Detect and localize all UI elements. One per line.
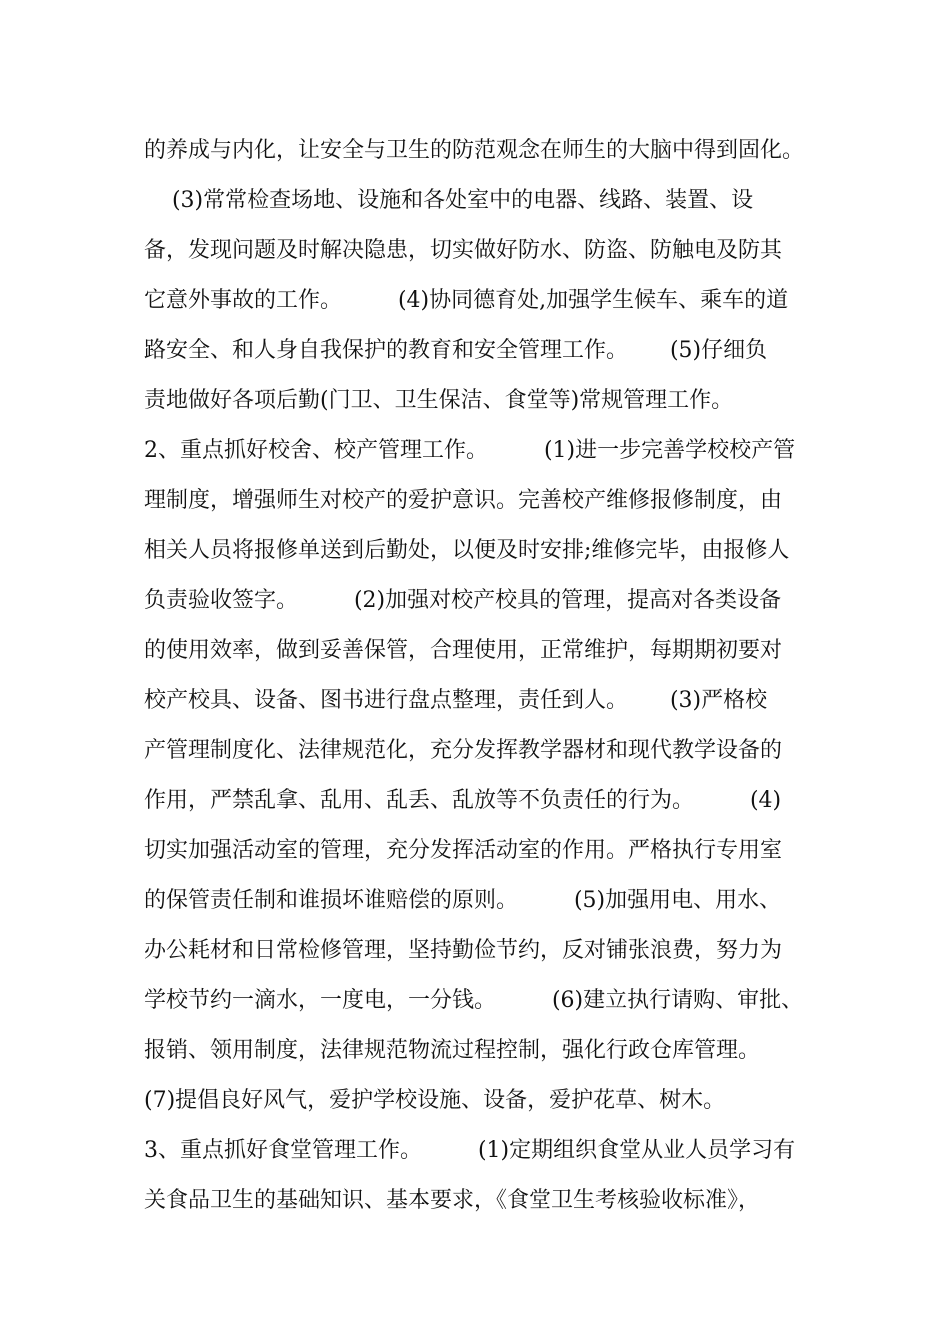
- text-line-15: 切实加强活动室的管理，充分发挥活动室的作用。严格执行专用室: [144, 838, 783, 863]
- text-line-16: 的保管责任制和谁损坏谁赔偿的原则。 (5)加强用电、用水、: [144, 888, 782, 913]
- text-line-21: 3、重点抓好食堂管理工作。 (1)定期组织食堂从业人员学习有: [144, 1138, 796, 1163]
- text-line-2: (3)常常检查场地、设施和各处室中的电器、线路、装置、设: [144, 188, 754, 213]
- text-line-5: 路安全、和人身自我保护的教育和安全管理工作。 (5)仔细负: [144, 338, 768, 363]
- text-line-1: 的养成与内化，让安全与卫生的防范观念在师生的大脑中得到固化。: [144, 138, 805, 163]
- text-line-19: 报销、领用制度，法律规范物流过程控制，强化行政仓库管理。: [144, 1038, 761, 1063]
- body-text: [144, 126, 844, 1226]
- text-line-18: 学校节约一滴水，一度电，一分钱。 (6)建立执行请购、审批、: [144, 988, 804, 1013]
- text-line-20: (7)提倡良好风气，爱护学校设施、设备，爱护花草、树木。: [144, 1088, 726, 1113]
- text-line-7: 2、重点抓好校舍、校产管理工作。 (1)进一步完善学校校产管: [144, 438, 796, 463]
- text-line-4: 它意外事故的工作。 (4)协同德育处,加强学生候车、乘车的道: [144, 288, 789, 313]
- text-line-14: 作用，严禁乱拿、乱用、乱丢、乱放等不负责任的行为。 (4): [144, 788, 782, 813]
- text-line-11: 的使用效率，做到妥善保管，合理使用，正常维护，每期期初要对: [144, 638, 783, 663]
- text-line-17: 办公耗材和日常检修管理，坚持勤俭节约，反对铺张浪费，努力为: [144, 938, 783, 963]
- text-line-6: 责地做好各项后勤(门卫、卫生保洁、食堂等)常规管理工作。: [144, 388, 734, 413]
- text-line-22: 关食品卫生的基础知识、基本要求，《食堂卫生考核验收标准》，: [144, 1188, 761, 1213]
- text-line-13: 产管理制度化、法律规范化，充分发挥教学器材和现代教学设备的: [144, 738, 783, 763]
- text-line-3: 备，发现问题及时解决隐患，切实做好防水、防盗、防触电及防其: [144, 238, 783, 263]
- text-line-12: 校产校具、设备、图书进行盘点整理，责任到人。 (3)严格校: [144, 688, 768, 713]
- text-line-8: 理制度，增强师生对校产的爱护意识。完善校产维修报修制度，由: [144, 488, 783, 513]
- text-line-10: 负责验收签字。 (2)加强对校产校具的管理，提高对各类设备: [144, 588, 782, 613]
- text-line-9: 相关人员将报修单送到后勤处，以便及时安排;维修完毕，由报修人: [144, 538, 790, 563]
